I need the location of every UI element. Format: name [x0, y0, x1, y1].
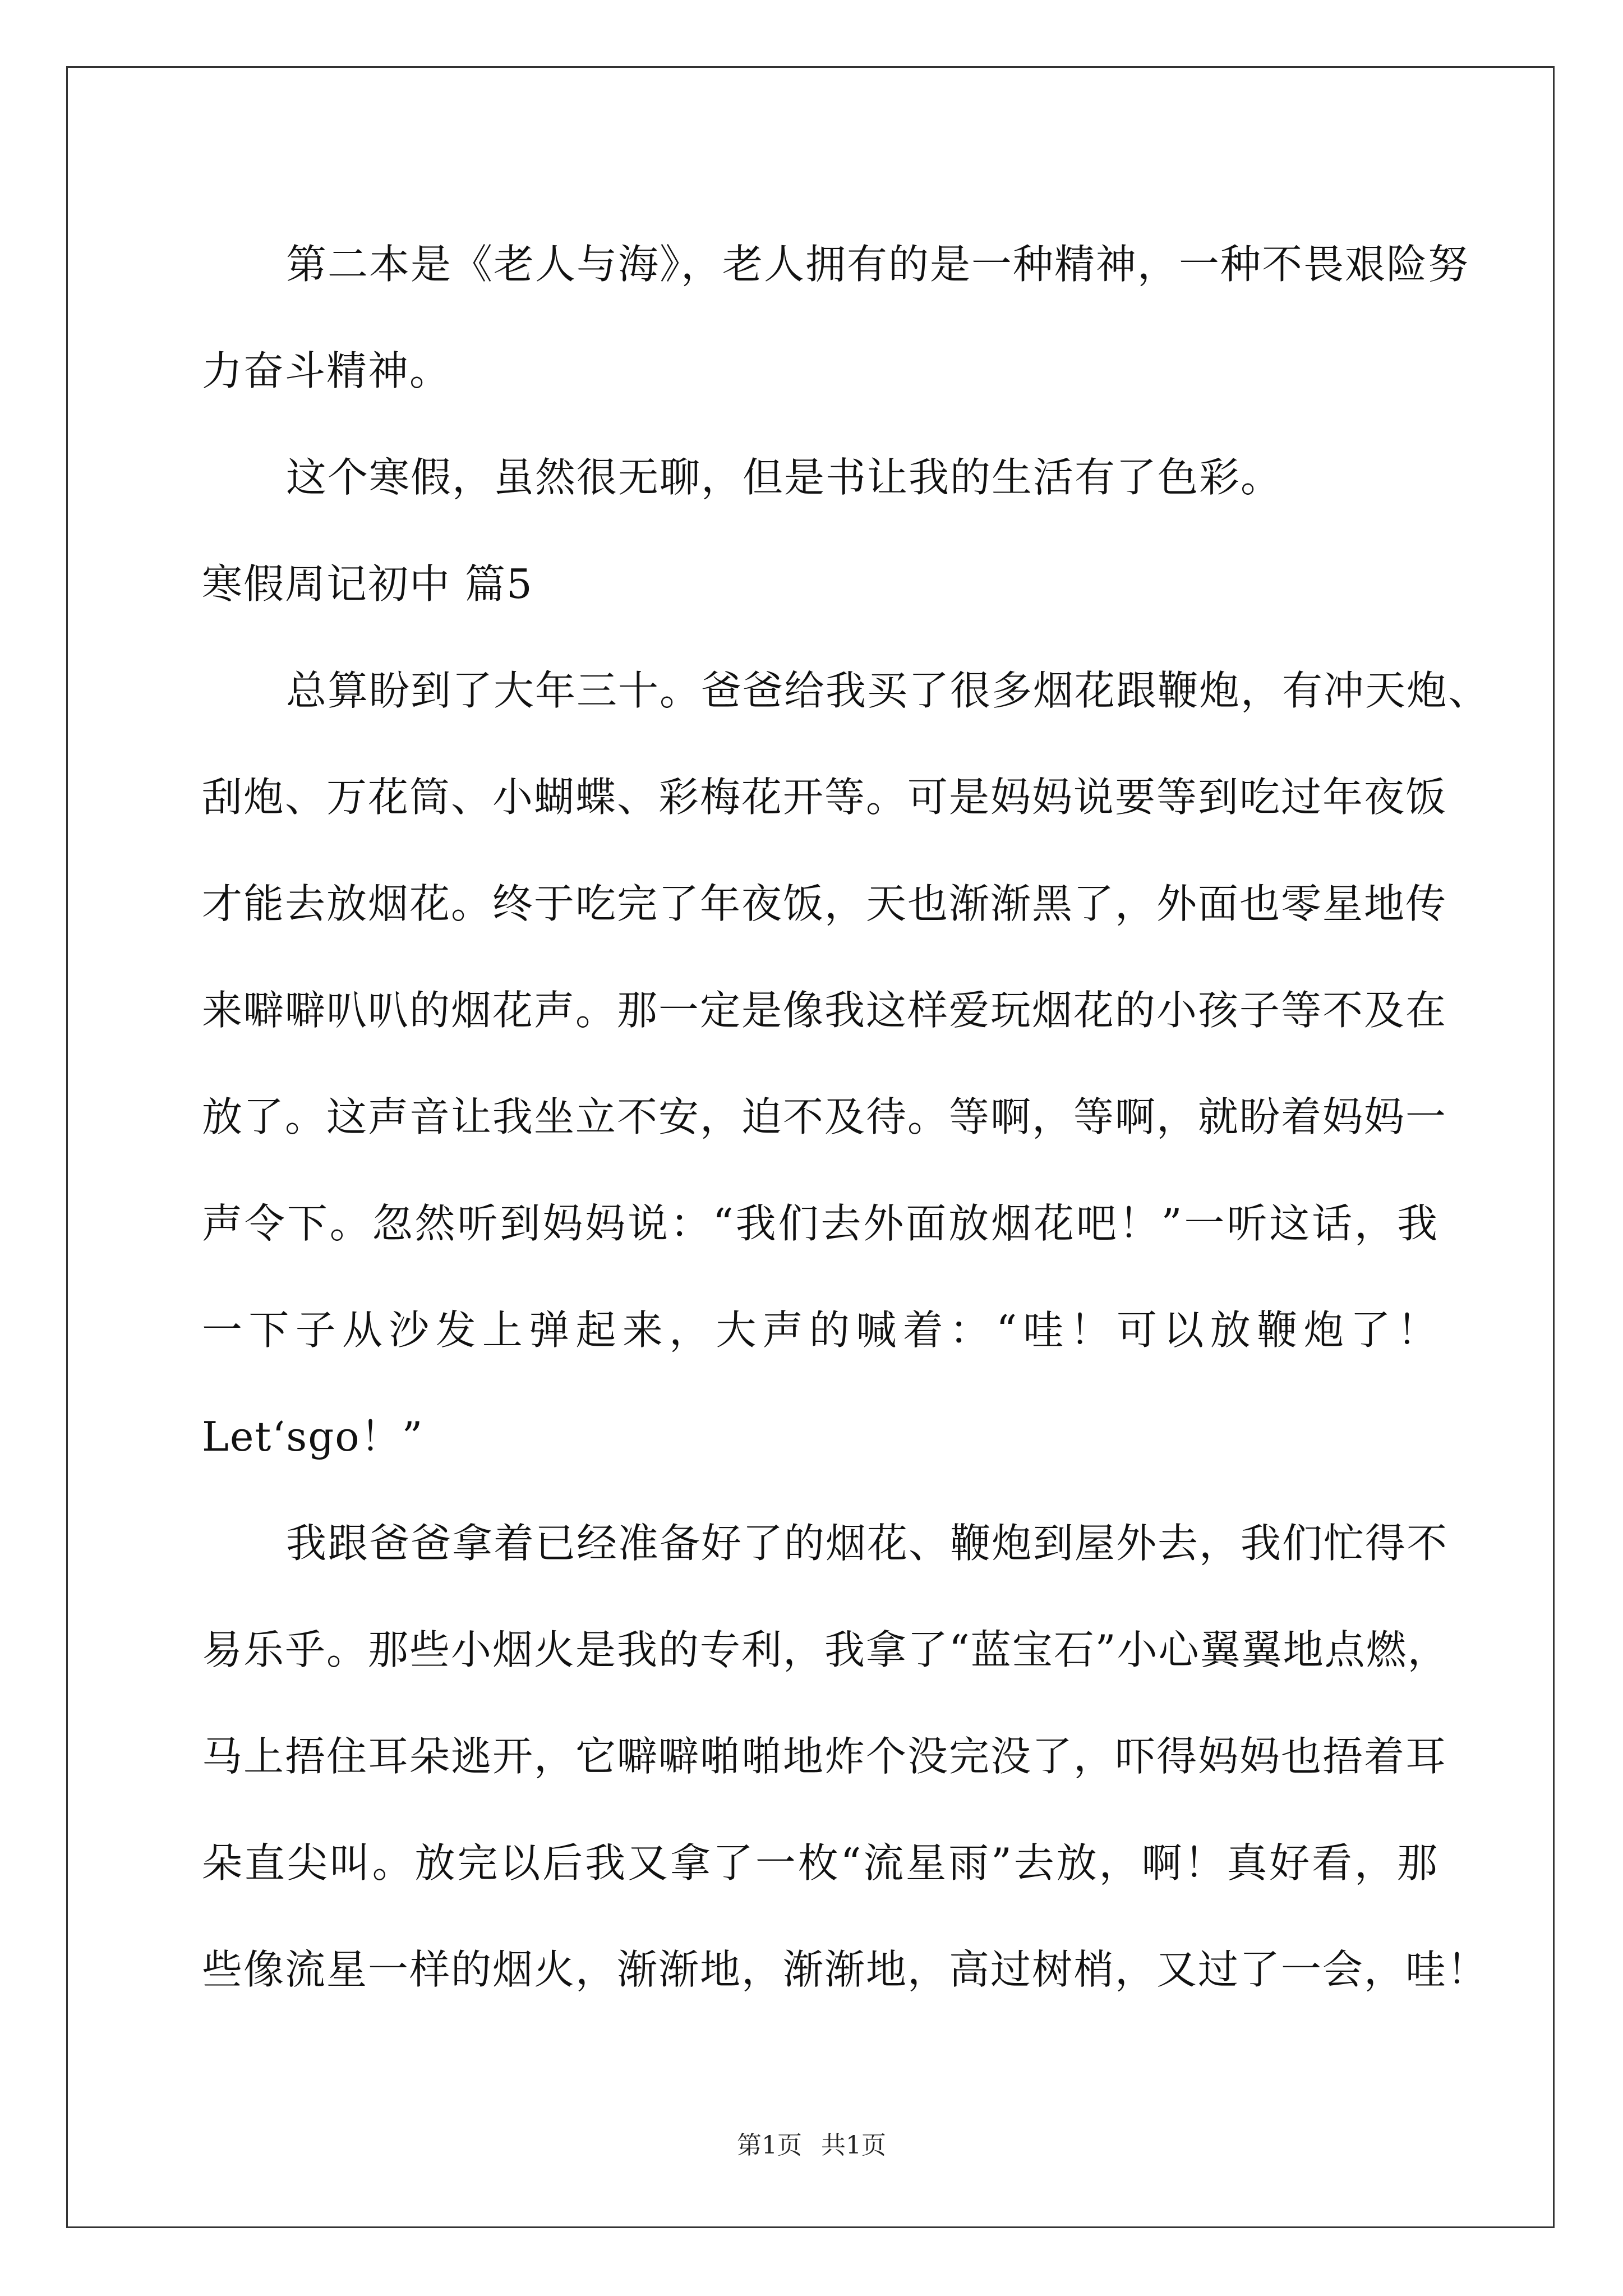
page-footer	[0, 2125, 1623, 2161]
paragraph-line: 力奋斗精神。	[202, 347, 451, 394]
paragraph-line: 一下子从沙发上弹起来，大声的喊着：“哇！可以放鞭炮了！	[202, 1306, 1438, 1354]
paragraph-line: 第二本是《老人与海》，老人拥有的是一种精神，一种不畏艰险努	[286, 241, 1470, 288]
paragraph-line: Let‘sgo！”	[202, 1413, 424, 1460]
section-heading: 寒假周记初中 篇5	[202, 560, 533, 608]
paragraph-line: 马上捂住耳朵逃开，它噼噼啪啪地炸个没完没了，吓得妈妈也捂着耳	[202, 1733, 1447, 1780]
paragraph-line: 才能去放烟花。终于吃完了年夜饭，天也渐渐黑了，外面也零星地传	[202, 880, 1447, 927]
paragraph-line: 易乐乎。那些小烟火是我的专利，我拿了“蓝宝石”小心翼翼地点燃，	[202, 1626, 1449, 1673]
paragraph-line: 来噼噼叭叭的烟花声。那一定是像我这样爱玩烟花的小孩子等不及在	[202, 987, 1447, 1034]
paragraph-line: 声令下。忽然听到妈妈说：“我们去外面放烟花吧！”一听这话，我	[202, 1200, 1438, 1247]
paragraph-line: 总算盼到了大年三十。爸爸给我买了很多烟花跟鞭炮，有冲天炮、	[286, 667, 1490, 714]
paragraph-line: 些像流星一样的烟火，渐渐地，渐渐地，高过树梢，又过了一会，哇！	[202, 1946, 1489, 1993]
paragraph-line: 朵直尖叫。放完以后我又拿了一枚“流星雨”去放，啊！真好看，那	[202, 1839, 1438, 1887]
paragraph-line: 这个寒假，虽然很无聊，但是书让我的生活有了色彩。	[286, 454, 1283, 501]
page-number: 第1页	[737, 2131, 802, 2160]
paragraph-line: 我跟爸爸拿着已经准备好了的烟花、鞭炮到屋外去，我们忙得不	[286, 1520, 1449, 1567]
document-body	[202, 211, 1490, 2023]
paragraph-line: 刮炮、万花筒、小蝴蝶、彩梅花开等。可是妈妈说要等到吃过年夜饭	[202, 774, 1447, 821]
paragraph-line: 放了。这声音让我坐立不安，迫不及待。等啊，等啊，就盼着妈妈一	[202, 1093, 1447, 1140]
page-total: 共1页	[821, 2131, 886, 2160]
